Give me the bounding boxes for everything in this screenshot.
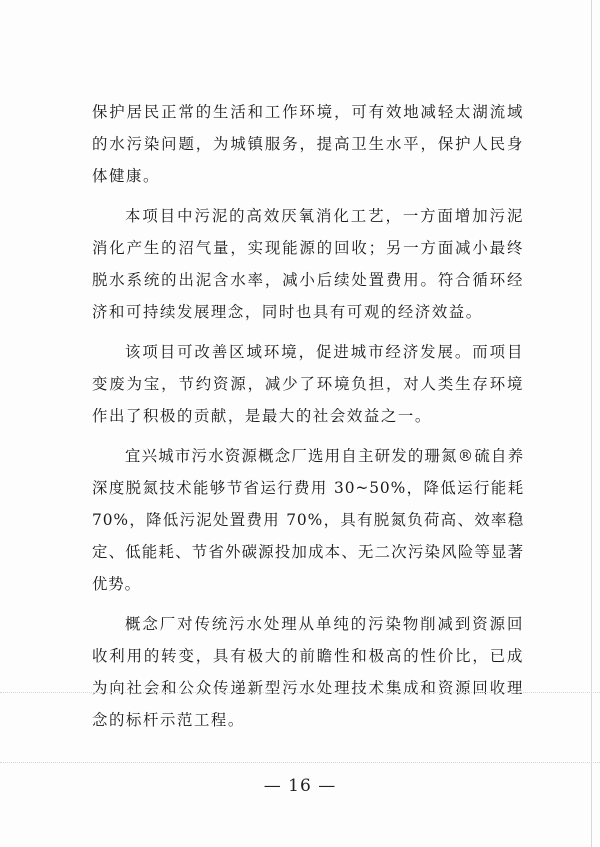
paragraph-continuation: 保护居民正常的生活和工作环境，可有效地减轻太湖流域的水污染问题，为城镇服务，提高卫生水平，保护人民身体健康。 bbox=[92, 103, 524, 185]
paragraph-sludge-digestion: 本项目中污泥的高效厌氧消化工艺，一方面增加污泥消化产生的沼气量，实现能源的回收；另一方面减小最终脱水系统的出泥含水率，减小后续处置费用。符合循环经济和可持续发展理念，同时也具有可观的经济效益。 bbox=[92, 207, 524, 321]
paragraph-denitrification-tech: 宜兴城市污水资源概念厂选用自主研发的珊氮®硫自养深度脱氮技术能够节省运行费用 30~50%，降低运行能耗 70%，降低污泥处置费用 70%，具有脱氮负荷高、效率稳定、低能耗、节省外碳源投加成本、无二次污染风险等显著优势。 bbox=[92, 447, 524, 593]
document-body bbox=[92, 96, 524, 744]
page-edge bbox=[591, 0, 592, 847]
page-number: — 16 — bbox=[263, 776, 337, 796]
paragraph-concept-plant: 概念厂对传统污水处理从单纯的污染物削减到资源回收利用的转变，具有极大的前瞻性和极高的性价比，已成为向社会和公众传递新型污水处理技术集成和资源回收理念的标杆示范工程。 bbox=[92, 615, 524, 729]
paragraph-social-benefit: 该项目可改善区域环境，促进城市经济发展。而项目变废为宝，节约资源，减少了环境负担，对人类生存环境作出了积极的贡献，是最大的社会效益之一。 bbox=[92, 343, 524, 425]
dotted-divider-upper bbox=[0, 692, 600, 693]
dotted-divider-lower bbox=[0, 762, 600, 763]
